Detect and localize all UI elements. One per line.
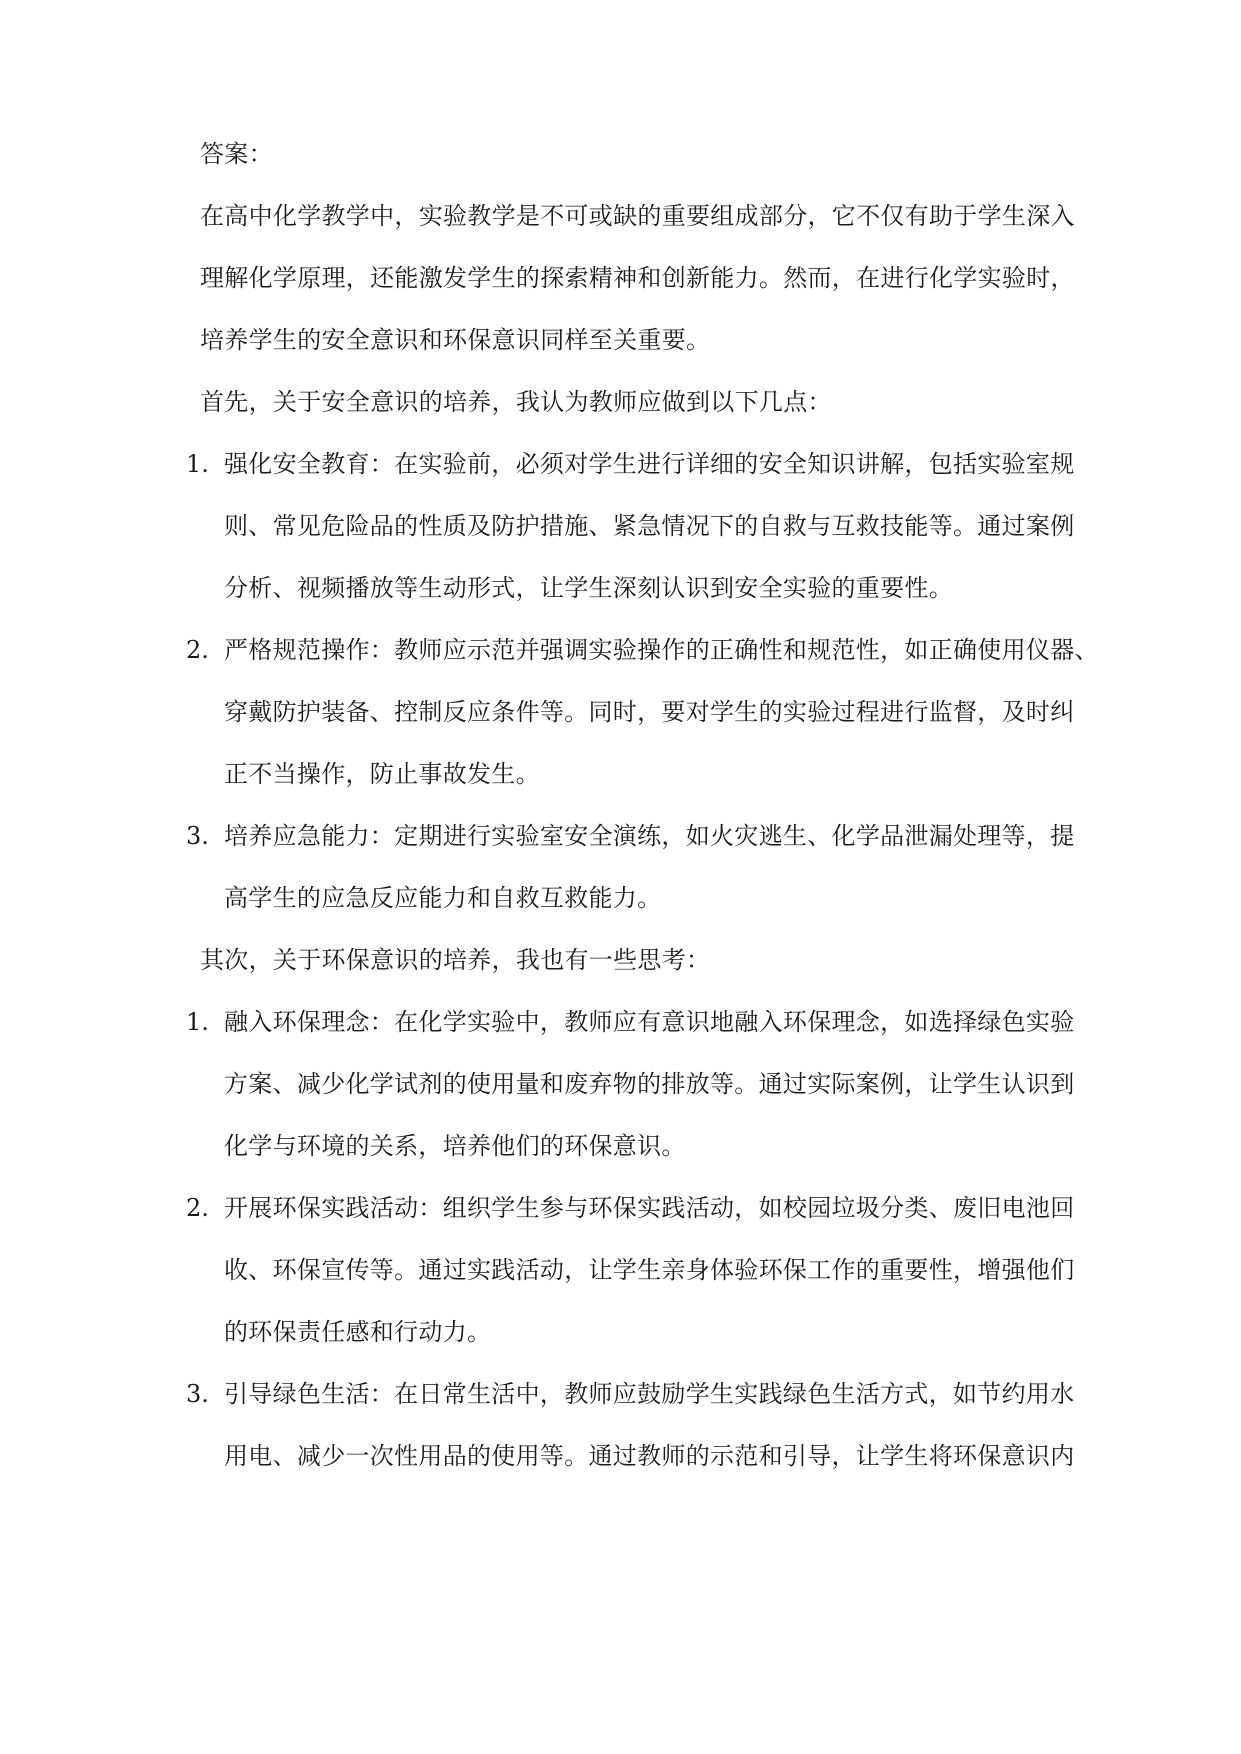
safety-item-1-line-3: 分析、视频播放等生动形式，让学生深刻认识到安全实验的重要性。 [224, 574, 953, 602]
safety-item-2-number: 2. [186, 636, 209, 664]
intro-line-2: 理解化学原理，还能激发学生的探索精神和创新能力。然而，在进行化学实验时， [200, 264, 1075, 292]
safety-item-1-line-2: 则、常见危险品的性质及防护措施、紧急情况下的自救与互救技能等。通过案例 [224, 512, 1075, 540]
env-item-2-line-1: 开展环保实践活动：组织学生参与环保实践活动，如校园垃圾分类、废旧电池回 [224, 1194, 1075, 1222]
safety-item-3-line-2: 高学生的应急反应能力和自救互救能力。 [224, 884, 662, 912]
env-item-3-line-2: 用电、减少一次性用品的使用等。通过教师的示范和引导，让学生将环保意识内 [224, 1442, 1075, 1470]
env-item-2-number: 2. [186, 1194, 209, 1222]
env-item-1-number: 1. [186, 1008, 209, 1036]
safety-item-2-line-2: 穿戴防护装备、控制反应条件等。同时，要对学生的实验过程进行监督，及时纠 [224, 698, 1075, 726]
env-item-2-line-3: 的环保责任感和行动力。 [224, 1318, 492, 1346]
env-item-1-line-3: 化学与环境的关系，培养他们的环保意识。 [224, 1132, 686, 1160]
env-item-3-line-1: 引导绿色生活：在日常生活中，教师应鼓励学生实践绿色生活方式，如节约用水 [224, 1380, 1075, 1408]
intro-line-1: 在高中化学教学中，实验教学是不可或缺的重要组成部分，它不仅有助于学生深入 [200, 202, 1075, 230]
safety-item-3-number: 3. [186, 822, 209, 850]
safety-item-3-line-1: 培养应急能力：定期进行实验室安全演练，如火灾逃生、化学品泄漏处理等，提 [224, 822, 1075, 850]
env-intro: 其次，关于环保意识的培养，我也有一些思考： [200, 946, 711, 974]
safety-item-2-line-3: 正不当操作，防止事故发生。 [224, 760, 540, 788]
env-item-2-line-2: 收、环保宣传等。通过实践活动，让学生亲身体验环保工作的重要性，增强他们 [224, 1256, 1075, 1284]
env-item-1-line-1: 融入环保理念：在化学实验中，教师应有意识地融入环保理念，如选择绿色实验 [224, 1008, 1075, 1036]
intro-line-3: 培养学生的安全意识和环保意识同样至关重要。 [200, 326, 711, 354]
safety-item-1-line-1: 强化安全教育：在实验前，必须对学生进行详细的安全知识讲解，包括实验室规 [224, 450, 1075, 478]
safety-intro: 首先，关于安全意识的培养，我认为教师应做到以下几点： [200, 388, 832, 416]
env-item-1-line-2: 方案、减少化学试剂的使用量和废弃物的排放等。通过实际案例，让学生认识到 [224, 1070, 1075, 1098]
env-item-3-number: 3. [186, 1380, 209, 1408]
safety-item-2-line-1: 严格规范操作：教师应示范并强调实验操作的正确性和规范性，如正确使用仪器、 [224, 636, 1099, 664]
answer-heading: 答案： [200, 140, 273, 168]
safety-item-1-number: 1. [186, 450, 209, 478]
